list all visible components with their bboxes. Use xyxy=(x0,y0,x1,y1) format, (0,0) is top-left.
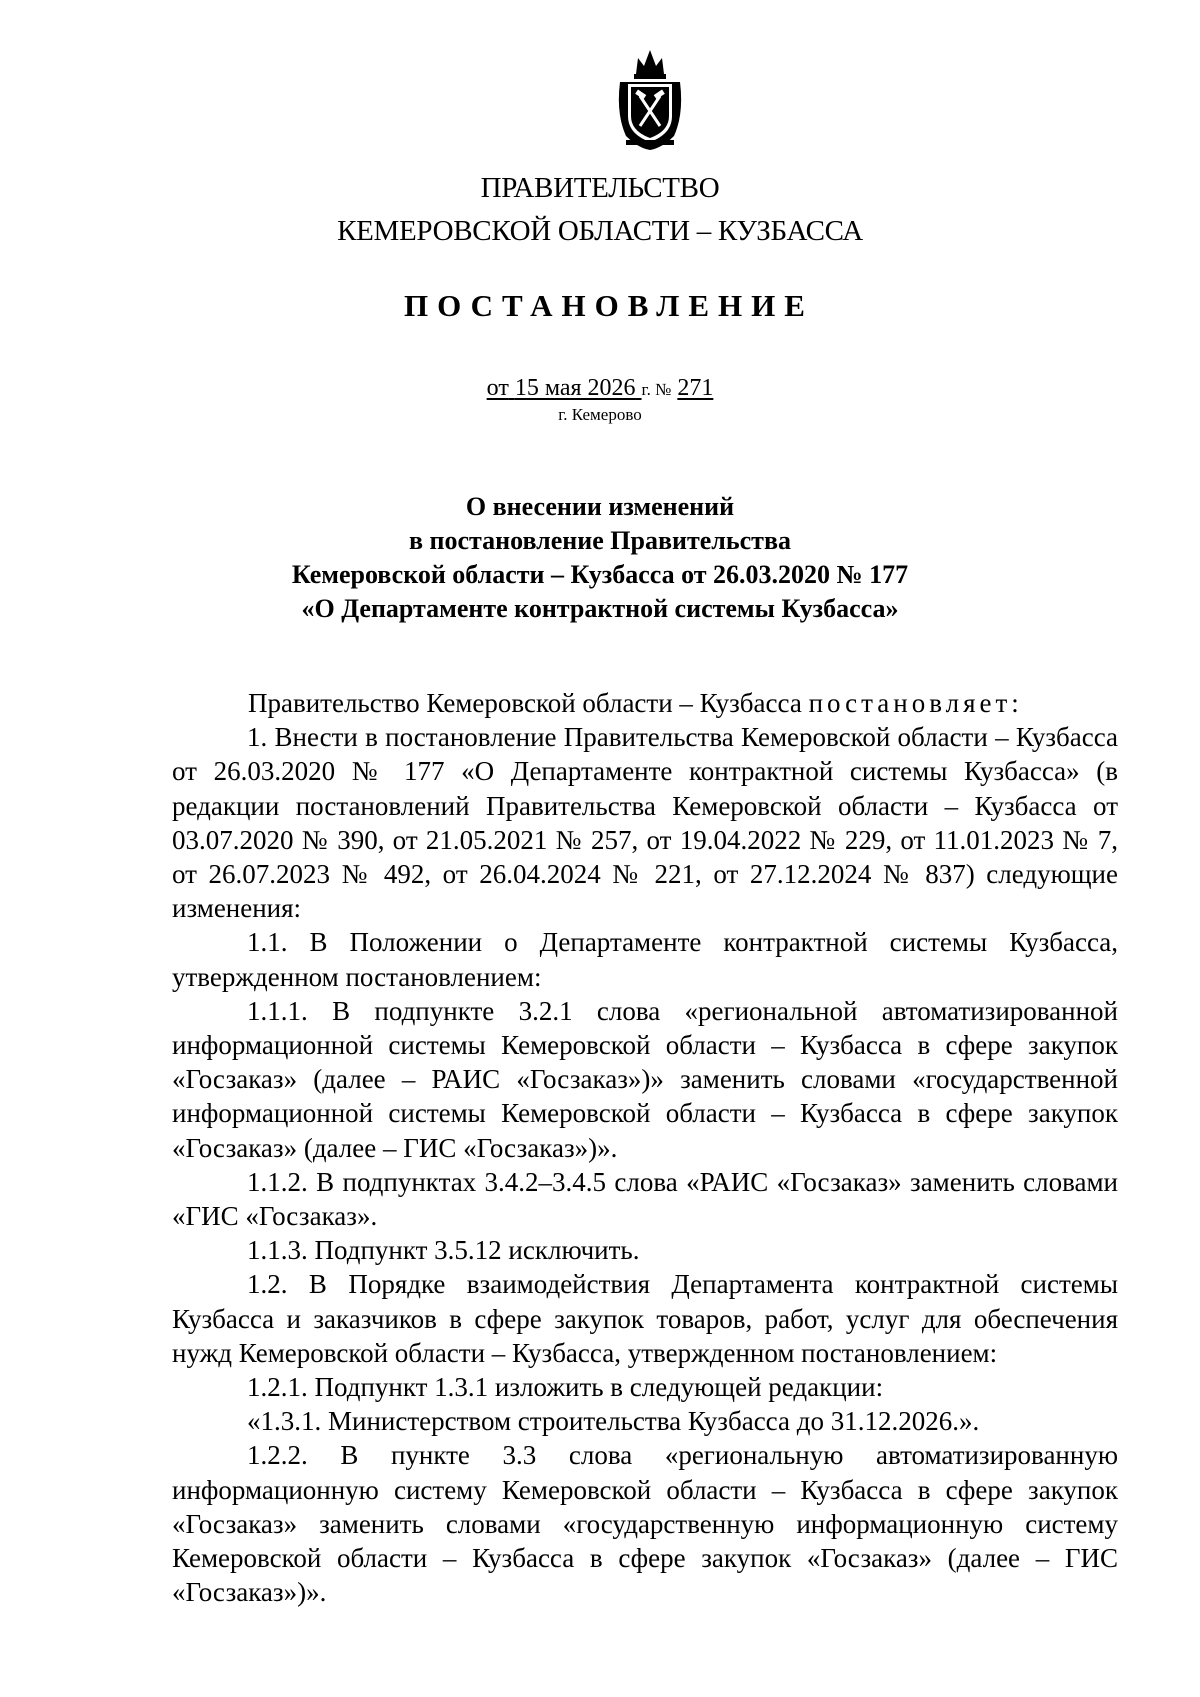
year-number-label: г. № xyxy=(641,380,672,399)
title-line: в постановление Правительства xyxy=(408,526,791,555)
document-number: 271 xyxy=(677,375,714,401)
document-title xyxy=(0,490,1200,626)
title-line: «О Департаменте контрактной системы Кузбасса» xyxy=(301,594,899,623)
body-paragraph: 1.1.2. В подпунктах 3.4.2–3.4.5 слова «РАИС «Госзаказ» заменить словами «ГИС «Госзаказ». xyxy=(172,1166,1118,1232)
body-paragraph: 1.1.3. Подпункт 3.5.12 исключить. xyxy=(247,1235,640,1266)
intro-paragraph: Правительство Кемеровской области – Кузбасса постановляет: xyxy=(248,688,1023,718)
body-paragraph: 1.2. В Порядке взаимодействия Департамента контрактной системы Кузбасса и заказчиков в сфере закупок товаров, работ, услуг для обеспечения нужд Кемеровской области – Кузбасса, утвержденном постановлением: xyxy=(172,1269,1118,1368)
document-body xyxy=(172,686,1118,1609)
date-prefix: от 15 мая 2026 xyxy=(486,375,636,401)
city: г. Кемерово xyxy=(558,405,642,424)
intro-action: постановляет: xyxy=(808,688,1023,718)
organization-name-line2: КЕМЕРОВСКОЙ ОБЛАСТИ – КУЗБАССА xyxy=(337,215,863,247)
body-paragraph: 1. Внести в постановление Правительства Кемеровской области – Кузбасса от 26.03.2020 № 177 «О Департаменте контрактной системы Кузбасса» (в редакции постановлений Правительства Кемеровской области – Кузбасса от 03.07.2020 № 390, от 21.05.2021 № 257, от 19.04.2022 № 229, от 11.01.2023 № 7, от 26.07.2023 № 492, от 26.04.2024 № 221, от 27.12.2024 № 837) следующие изменения: xyxy=(172,722,1118,924)
title-line: О внесении изменений xyxy=(465,492,735,521)
body-paragraph: 1.2.2. В пункте 3.3 слова «региональную автоматизированную информационную систему Кемеровской области – Кузбасса в сфере закупок «Госзаказ» заменить словами «государственную информационную систему Кемеровской области – Кузбасса в сфере закупок «Госзаказ» (далее – ГИС «Госзаказ»)». xyxy=(172,1440,1118,1608)
body-paragraph: «1.3.1. Министерством строительства Кузбасса до 31.12.2026.». xyxy=(247,1406,980,1437)
body-paragraph: 1.1. В Положении о Департаменте контрактной системы Кузбасса, утвержденном постановлением: xyxy=(172,927,1118,992)
coat-of-arms-icon xyxy=(614,44,686,152)
title-line: Кемеровской области – Кузбасса от 26.03.2020 № 177 xyxy=(291,560,909,589)
body-paragraph: 1.1.1. В подпункте 3.2.1 слова «региональной автоматизированной информационной системы Кемеровской области – Кузбасса в сфере закупок «Госзаказ» (далее – РАИС «Госзаказ»)» заменить словами «государственной информационной системы Кемеровской области – Кузбасса в сфере закупок «Госзаказ» (далее – ГИС «Госзаказ»)». xyxy=(172,995,1118,1163)
document-date: 15 мая 2026 xyxy=(514,375,636,401)
document-date-number xyxy=(0,375,1200,402)
body-paragraph: 1.2.1. Подпункт 1.3.1 изложить в следующей редакции: xyxy=(247,1372,884,1403)
document-type: ПОСТАНОВЛЕНИЕ xyxy=(404,288,814,323)
organization-name-line1: ПРАВИТЕЛЬСТВО xyxy=(480,172,720,204)
